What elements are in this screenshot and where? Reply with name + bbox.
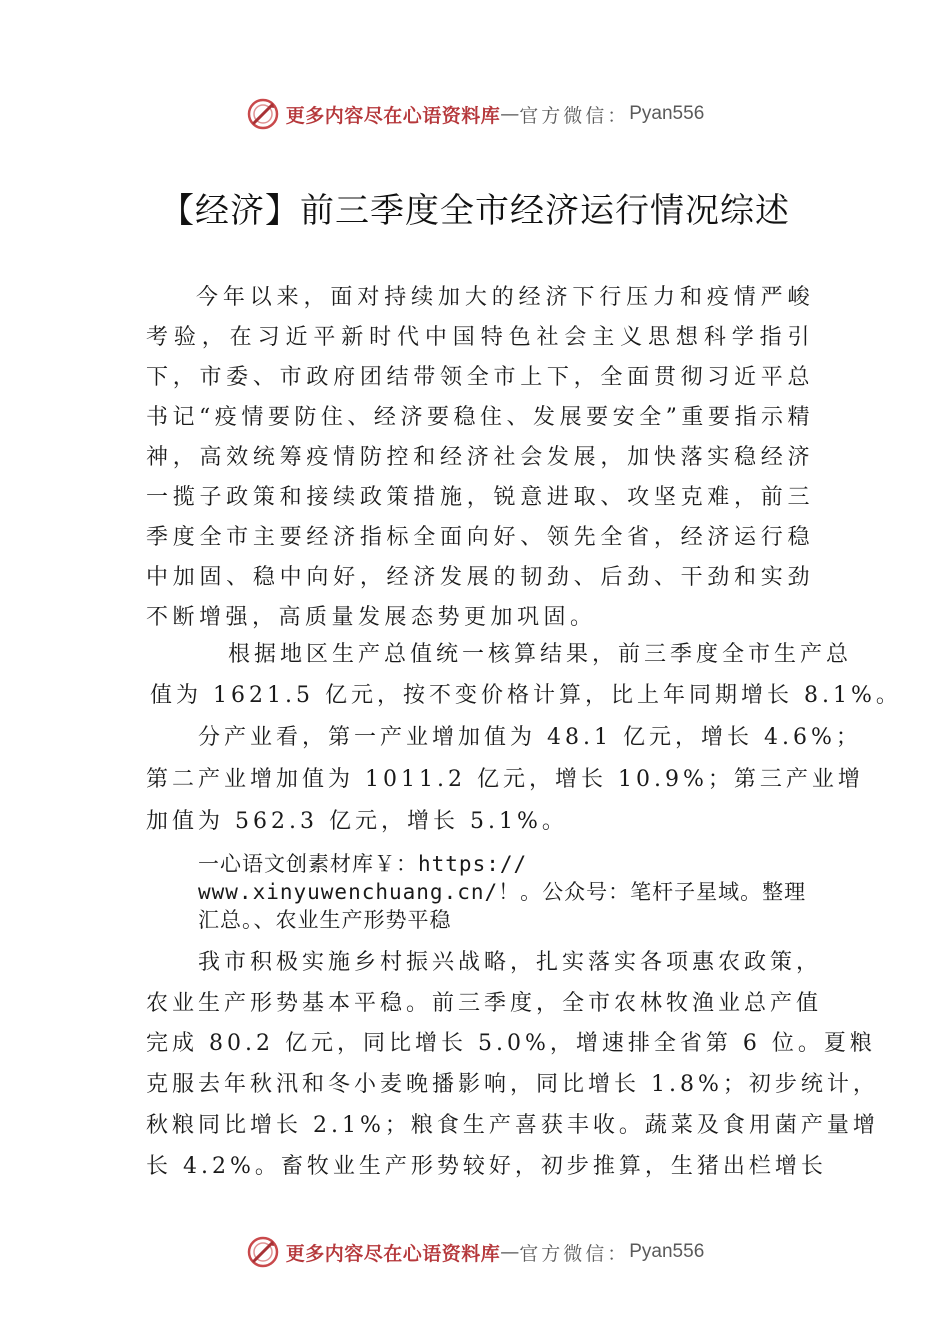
paragraph-intro: 今年以来，面对持续加大的经济下行压力和疫情严峻考验，在习近平新时代中国特色社会主义思想科学指引下，市委、市政府团结带领全市上下，全面贯彻习近平总书记“疫情要防住、经济要稳住、发展要安全”重要指示精神，高效统筹疫情防控和经济社会发展，加快落实稳经济一揽子政策和接续政策措施，锐意进取、攻坚克难，前三季度全市主要经济指标全面向好、领先全省，经济运行稳中加固、稳中向好，经济发展的韧劲、后劲、干劲和实劲不断增强，高质量发展态势更加巩固。	[146, 285, 814, 630]
watermark-brand-text: 更多内容尽在心语资料库	[285, 104, 501, 127]
watermark-dash: —	[500, 1241, 520, 1263]
watermark-brand-text: 更多内容尽在心语资料库	[285, 1242, 501, 1265]
paragraph-industry-line-3: 加值为 562.3 亿元，增长 5.1%。	[146, 809, 568, 834]
document-title: 【经济】前三季度全市经济运行情况综述	[160, 191, 790, 231]
paragraph-agri-line-5: 秋粮同比增长 2.1%；粮食生产喜获丰收。蔬菜及食用菌产量增	[146, 1113, 879, 1138]
source-note-line-2: www.xinyuwenchuang.cn/！。公众号：笔杆子星域。整理	[198, 880, 807, 904]
watermark-wechat-id: Pyan556	[629, 103, 705, 124]
paragraph-agri-line-1: 我市积极实施乡村振兴战略，扎实落实各项惠农政策，	[198, 950, 823, 975]
paragraph-agri-line-6: 长 4.2%。畜牧业生产形势较好，初步推算，生猪出栏增长	[146, 1154, 827, 1179]
watermark-banner-top	[0, 94, 950, 134]
paragraph-industry-line-2: 第二产业增加值为 1011.2 亿元，增长 10.9%；第三产业增	[146, 767, 864, 792]
watermark-banner-bottom	[0, 1232, 950, 1272]
paragraph-gdp-line-2: 值为 1621.5 亿元，按不变价格计算，比上年同期增长 8.1%。	[150, 683, 902, 708]
section-heading-agriculture: 汇总。、农业生产形势平稳	[198, 908, 452, 932]
paragraph-agri-line-2: 农业生产形势基本平稳。前三季度，全市农林牧渔业总产值	[146, 991, 823, 1016]
watermark-wechat-label: 官方微信：	[519, 104, 630, 127]
watermark-dash: —	[500, 103, 520, 125]
paragraph-industry-line-1: 分产业看，第一产业增加值为 48.1 亿元，增长 4.6%；	[198, 725, 862, 750]
paragraph-agri-line-4: 克服去年秋汛和冬小麦晚播影响，同比增长 1.8%；初步统计，	[146, 1072, 879, 1097]
paragraph-gdp-line-1: 根据地区生产总值统一核算结果，前三季度全市生产总	[228, 642, 853, 667]
source-note-line-1: 一心语文创素材库￥：https://	[198, 852, 528, 876]
watermark-wechat-id: Pyan556	[629, 1241, 705, 1262]
seal-logo-icon	[246, 97, 280, 131]
watermark-wechat-label: 官方微信：	[519, 1242, 630, 1265]
seal-logo-icon	[246, 1235, 280, 1269]
paragraph-agri-line-3: 完成 80.2 亿元，同比增长 5.0%，增速排全省第 6 位。夏粮	[146, 1031, 876, 1056]
